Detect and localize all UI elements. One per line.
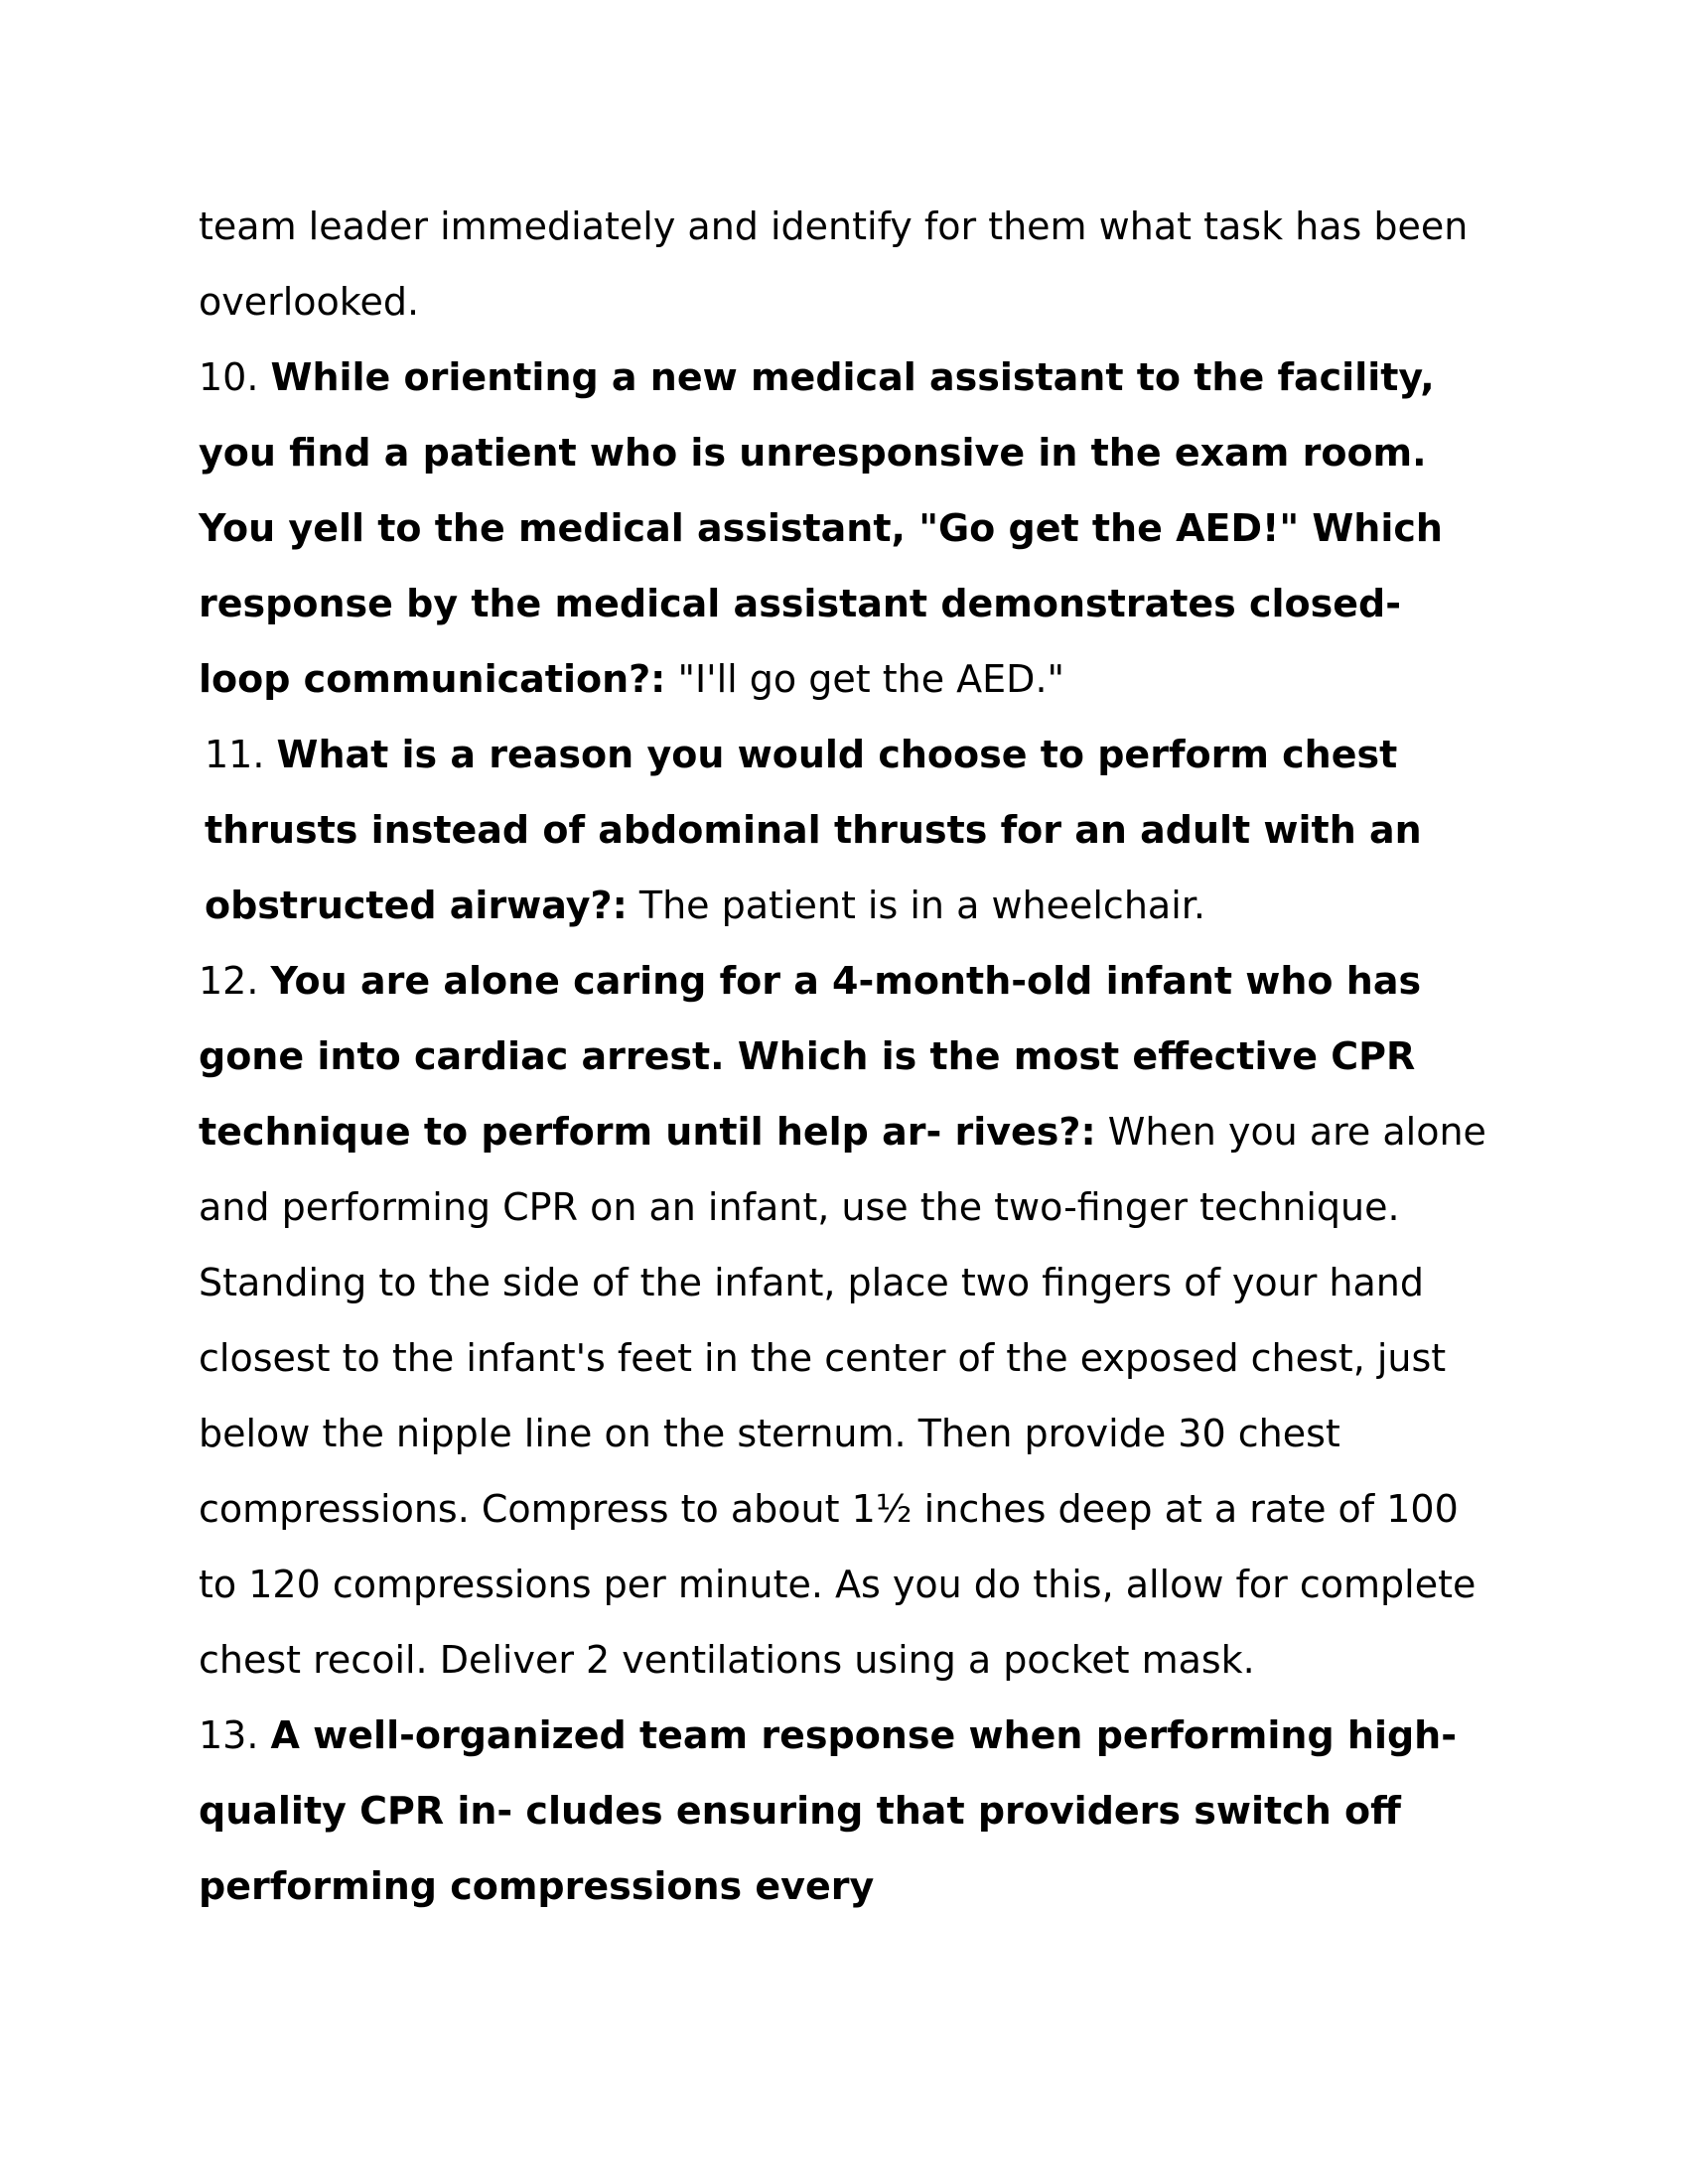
question-number: 11. — [205, 733, 265, 776]
continuation-text: team leader immediately and identify for them what task has been overlooked. — [199, 205, 1469, 324]
question-item-12 — [199, 943, 1489, 1698]
question-item-13 — [199, 1698, 1489, 1924]
document-page — [199, 189, 1489, 1924]
question-number: 10. — [199, 355, 259, 399]
question-item-11 — [199, 717, 1489, 943]
question-text: What is a reason you would choose to perform chest thrusts instead of abdominal thrusts for an adult with an obstructed airway?: — [205, 733, 1422, 927]
question-text: A well-organized team response when performing high-quality CPR in- cludes ensuring that providers switch off performing compressions every — [199, 1713, 1457, 1908]
answer-text: "I'll go get the AED." — [677, 657, 1065, 701]
question-text: You are alone caring for a 4-month-old infant who has gone into cardiac arrest. Which is the most effective CPR technique to perform until help ar- rives?: — [199, 959, 1422, 1154]
answer-text: When you are alone and performing CPR on an infant, use the two-finger technique. Standing to the side of the infant, place two fingers of your hand closest to the infant's feet in the center of the exposed chest, just below the nipple line on the sternum. Then provide 30 chest compressions. Compress to about 1½ inches deep at a rate of 100 to 120 compressions per minute. As you do this, allow for complete chest recoil. Deliver 2 ventilations using a pocket mask. — [199, 1110, 1486, 1682]
question-number: 13. — [199, 1713, 259, 1757]
question-number: 12. — [199, 959, 259, 1003]
question-text: While orienting a new medical assistant to the facility, you find a patient who is unresponsive in the exam room. You yell to the medical assistant, "Go get the AED!" Which response by the medical assistant demonstrates closed-loop communication?: — [199, 355, 1443, 701]
question-item-10 — [199, 340, 1489, 717]
answer-text: The patient is in a wheelchair. — [638, 884, 1205, 927]
